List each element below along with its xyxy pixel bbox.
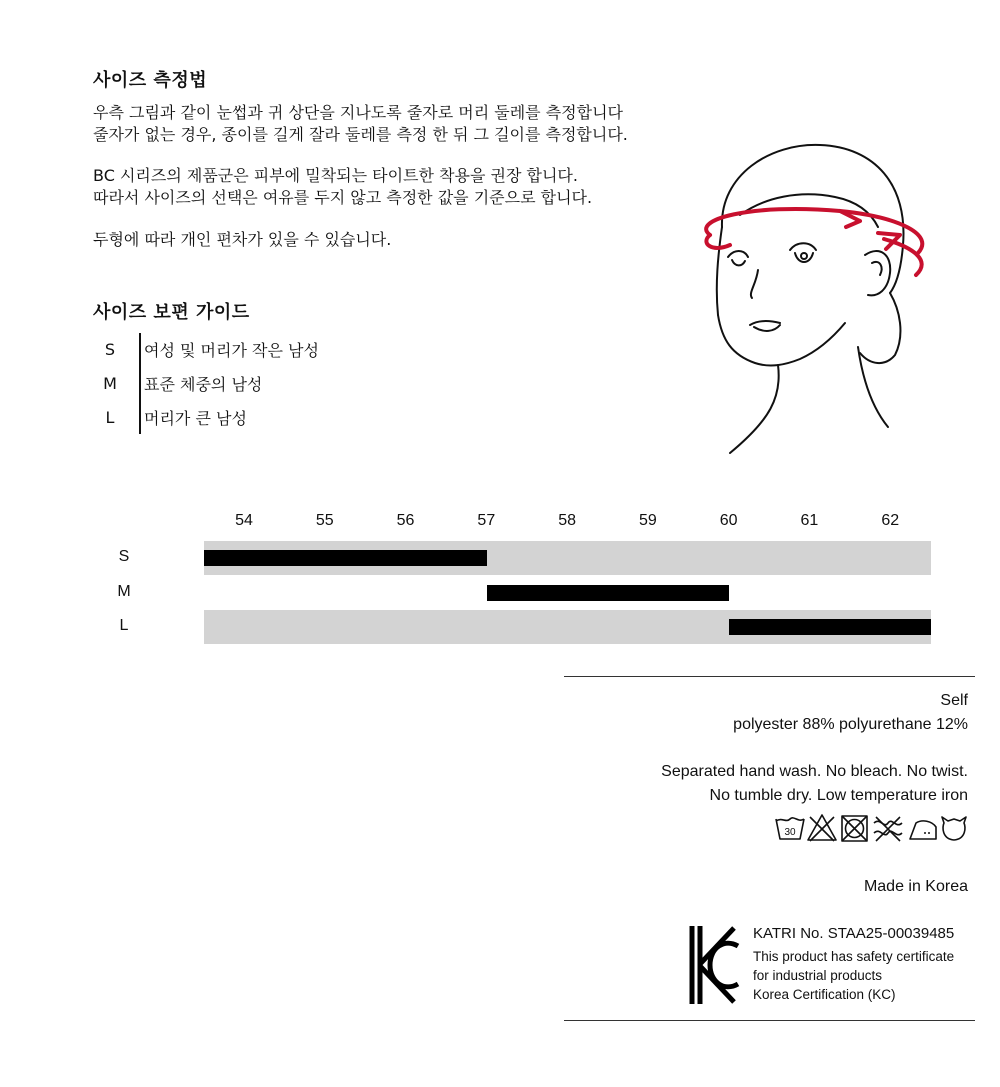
origin: Made in Korea	[863, 878, 968, 895]
x-tick-label: 58	[558, 512, 576, 529]
measure-paragraph-2	[93, 165, 592, 209]
top-rule	[564, 676, 975, 677]
guide-size: S	[104, 339, 116, 359]
care-symbols	[774, 813, 968, 843]
kc-number: KATRI No. STAA25-00039485	[753, 925, 955, 942]
care-line-2: No tumble dry. Low temperature iron	[709, 787, 968, 804]
kc-line: This product has safety certificate	[753, 949, 955, 964]
no-bleach-icon	[808, 815, 836, 841]
x-tick-label: 62	[881, 512, 900, 529]
chart-bar-l	[729, 619, 931, 635]
kc-logo-icon	[688, 924, 742, 1006]
chart-row-label: S	[118, 548, 130, 565]
x-tick-label: 57	[477, 512, 496, 529]
no-wring-icon	[874, 817, 902, 841]
chart-bar-s	[204, 550, 487, 566]
no-tumble-dry-icon	[842, 816, 867, 841]
material-composition: polyester 88% polyurethane 12%	[733, 716, 968, 733]
guide-size: L	[105, 407, 115, 427]
measure-line: 두형에 따라 개인 편차가 있을 수 있습니다.	[93, 230, 392, 249]
x-tick-label: 60	[719, 512, 738, 529]
measure-line: 줄자가 없는 경우, 종이를 길게 잘라 둘레를 측정 한 뒤 그 길이를 측정합니다.	[93, 125, 628, 144]
guide-desc: 머리가 큰 남성	[144, 408, 247, 428]
head-measurement-illustration	[660, 135, 960, 460]
hand-wash-30-icon	[776, 818, 804, 839]
material-label: Self	[940, 692, 968, 709]
x-tick-label: 59	[638, 512, 657, 529]
guide-row	[90, 332, 319, 366]
bottom-rule	[564, 1020, 975, 1021]
guide-row	[90, 400, 247, 434]
chart-row-label: M	[117, 583, 131, 600]
kc-line: Korea Certification (KC)	[753, 987, 896, 1002]
guide-row	[90, 366, 262, 400]
guide-size: M	[103, 373, 117, 393]
guide-desc: 여성 및 머리가 작은 남성	[144, 340, 319, 360]
measure-line: 따라서 사이즈의 선택은 여유를 두지 않고 측정한 값을 기준으로 합니다.	[93, 188, 593, 207]
hand-wash-icon	[942, 817, 966, 840]
care-line-1: Separated hand wash. No bleach. No twist.	[661, 763, 968, 780]
chart-bar-m	[487, 585, 729, 601]
measure-title: 사이즈 측정법	[93, 70, 208, 91]
measure-paragraph-1	[93, 102, 628, 146]
chart-x-axis	[204, 512, 931, 536]
measure-line: 우측 그림과 같이 눈썹과 귀 상단을 지나도록 줄자로 머리 둘레를 측정합니다	[93, 103, 623, 122]
measure-line: BC 시리즈의 제품군은 피부에 밀착되는 타이트한 착용을 권장 합니다.	[93, 166, 578, 185]
wash-temp: 30	[784, 827, 796, 838]
low-iron-icon	[910, 821, 936, 839]
chart-row-label: L	[119, 617, 129, 634]
x-tick-label: 55	[315, 512, 334, 529]
guide-desc: 표준 체중의 남성	[144, 374, 263, 394]
x-tick-label: 61	[800, 512, 819, 529]
x-tick-label: 56	[396, 512, 415, 529]
measure-paragraph-3	[93, 229, 391, 251]
guide-title: 사이즈 보편 가이드	[93, 302, 250, 323]
kc-line: for industrial products	[753, 968, 883, 983]
x-tick-label: 54	[235, 512, 253, 529]
